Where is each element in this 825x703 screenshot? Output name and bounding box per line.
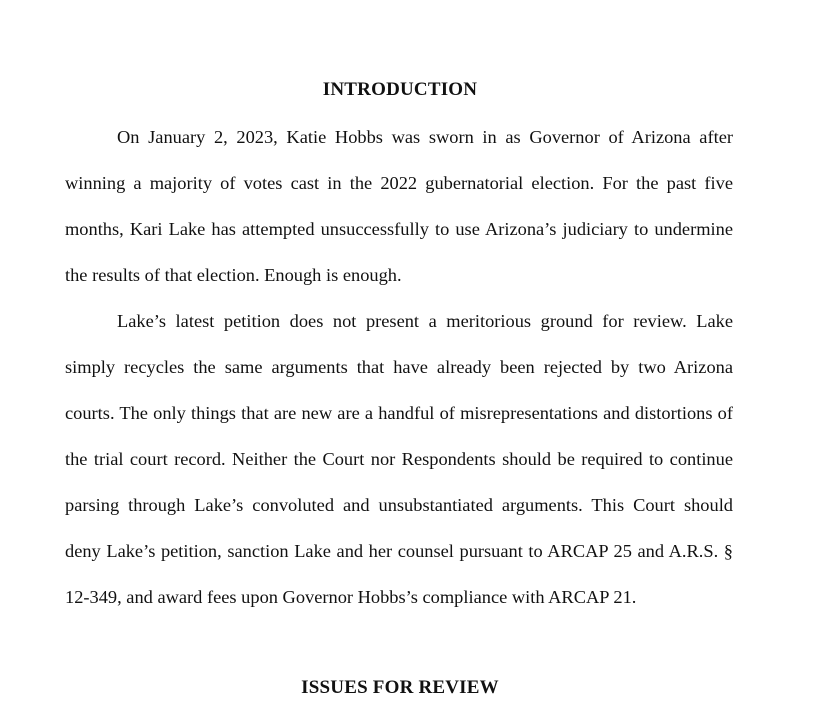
paragraph-block-2 (65, 298, 733, 620)
body-paragraph-2: Lake’s latest petition does not present a meritorious ground for review. Lake simply recycles the same arguments that have already been rejected by two Arizona courts. The only things that are new are a handful of misrepresentations and distortions of the trial court record. Neither the Court nor Respondents should be required to continue parsing through Lake’s convoluted and unsubstantiated arguments. This Court should deny Lake’s petition, sanction Lake and her counsel pursuant to ARCAP 25 and A.R.S. § 12-349, and award fees upon Governor Hobbs’s compliance with ARCAP 21. (65, 311, 733, 607)
section-heading-issues-for-review: ISSUES FOR REVIEW (301, 677, 499, 698)
section-heading-introduction: INTRODUCTION (322, 79, 478, 100)
body-paragraph-1: On January 2, 2023, Katie Hobbs was sworn in as Governor of Arizona after winning a majority of votes cast in the 2022 gubernatorial election. For the past five months, Kari Lake has attempted unsuccessfully to use Arizona’s judiciary to undermine the results of that election. Enough is enough. (65, 127, 733, 285)
paragraph-block-1 (65, 114, 733, 298)
